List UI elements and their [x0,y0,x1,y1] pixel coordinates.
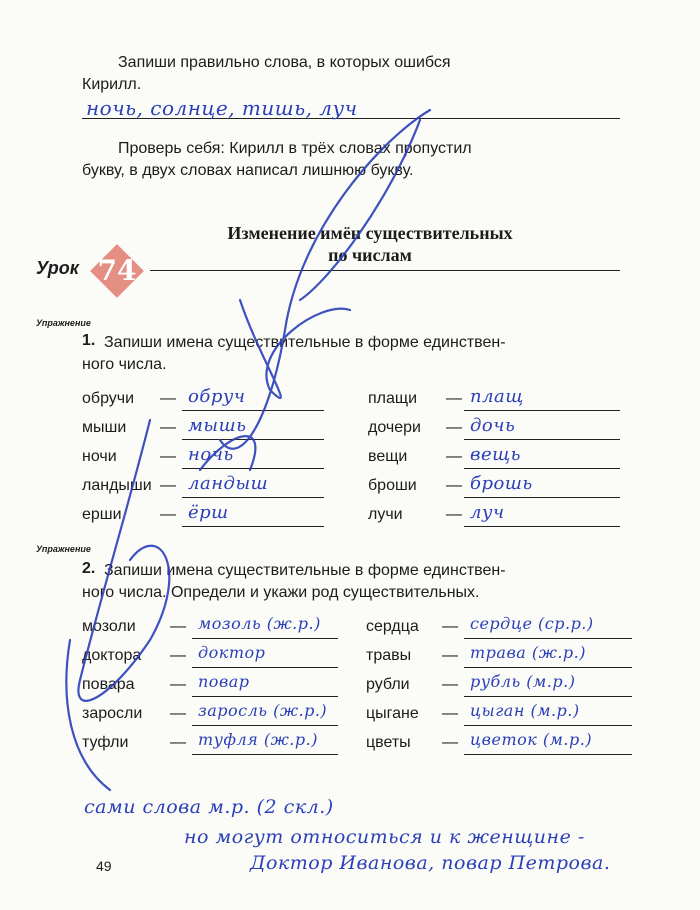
exercise1-left-dash: — [160,477,176,494]
exercise1-left-answer: ёрш [188,502,229,523]
exercise2-right-word: рубли [366,676,410,693]
exercise1-left-word: ночи [82,448,117,465]
exercise2-left-answer: туфля (ж.р.) [198,730,318,749]
exercise1-right-dash: — [446,448,462,465]
exercise2-number: 2. [82,560,96,577]
exercise2-text-line2: ного числа. Определи и укажи род существительных. [82,584,480,601]
scribble-stroke [240,300,350,398]
exercise1-right-answer: луч [470,502,505,523]
exercise1-right-answer: дочь [470,415,516,436]
exercise2-right-answer: цветок (м.р.) [470,730,593,749]
exercise1-right-dash: — [446,506,462,523]
exercise1-left-answer: мышь [188,415,247,436]
intro-check-line1: Проверь себя: Кирилл в трёх словах пропустил [118,140,472,157]
exercise2-right-answer: рубль (м.р.) [470,672,576,691]
exercise2-right-answer: цыган (м.р.) [470,701,580,720]
intro-answer: ночь, солнце, тишь, луч [86,96,358,120]
exercise1-left-dash: — [160,390,176,407]
note-line1: сами слова м.р. (2 скл.) [84,796,334,818]
intro-task-line2: Кирилл. [82,76,142,93]
scribble-stroke [220,110,430,449]
exercise2-left-answer: доктор [198,643,266,662]
exercise2-right-word: цветы [366,734,411,751]
exercise1-right-answer: вещь [470,444,521,465]
exercise1-right-dash: — [446,390,462,407]
exercise1-right-dash: — [446,477,462,494]
exercise2-right-word: сердца [366,618,419,635]
exercise1-right-answer: брошь [470,473,533,494]
exercise2-left-dash: — [170,618,186,635]
exercise1-left-dash: — [160,506,176,523]
exercise1-right-word: дочери [368,419,421,436]
exercise1-left-dash: — [160,448,176,465]
note-line2: но могут относиться и к женщине - [184,826,585,848]
exercise1-left-answer: обруч [188,386,246,407]
note-line3: Доктор Иванова, повар Петрова. [250,852,611,874]
exercise2-right-dash: — [442,734,458,751]
exercise1-left-word: мыши [82,419,127,436]
exercise2-right-answer: трава (ж.р.) [470,643,586,662]
exercise1-left-dash: — [160,419,176,436]
scribble-stroke [66,640,110,790]
exercise2-left-word: доктора [82,647,142,664]
exercise1-right-word: лучи [368,506,403,523]
exercise1-left-word: ерши [82,506,122,523]
exercise2-left-word: мозоли [82,618,136,635]
exercise2-left-dash: — [170,647,186,664]
exercise2-left-answer: повар [198,672,250,691]
exercise2-right-dash: — [442,676,458,693]
exercise2-left-dash: — [170,676,186,693]
exercise2-left-answer: мозоль (ж.р.) [198,614,321,633]
scribble-stroke [300,120,420,300]
exercise1-right-word: вещи [368,448,408,465]
exercise2-left-dash: — [170,734,186,751]
exercise1-right-word: броши [368,477,417,494]
exercise1-label: Упражнение [36,318,91,328]
lesson-label: Урок [36,258,79,278]
exercise2-right-word: цыгане [366,705,419,722]
intro-task-line1: Запиши правильно слова, в которых ошибся [118,54,451,71]
exercise1-left-word: обручи [82,390,135,407]
exercise2-right-dash: — [442,647,458,664]
exercise2-right-word: травы [366,647,412,664]
lesson-title-line1: Изменение имён существительных [227,223,513,243]
exercise1-text-line1: Запиши имена существительные в форме единствен- [104,334,506,351]
exercise1-text-line2: ного числа. [82,356,167,373]
exercise1-right-dash: — [446,419,462,436]
exercise1-left-answer: ночь [188,444,234,465]
exercise2-text-line1: Запиши имена существительные в форме единствен- [104,562,506,579]
lesson-number: 74 [97,254,137,287]
exercise2-left-dash: — [170,705,186,722]
exercise1-right-word: плащи [368,390,417,407]
exercise2-right-answer: сердце (ср.р.) [470,614,594,633]
lesson-title-line2: по числам [328,245,412,265]
exercise2-left-word: туфли [82,734,129,751]
page-number: 49 [96,858,112,874]
scribble-stroke [78,420,169,701]
exercise2-left-answer: заросль (ж.р.) [198,701,328,720]
exercise2-left-word: повара [82,676,135,693]
exercise2-right-dash: — [442,705,458,722]
exercise1-number: 1. [82,332,96,349]
exercise1-left-word: ландыши [82,477,152,494]
exercise2-right-dash: — [442,618,458,635]
intro-check-line2: букву, в двух словах написал лишнюю букву. [82,162,414,179]
exercise1-right-answer: плащ [470,386,524,407]
exercise2-label: Упражнение [36,544,91,554]
exercise2-left-word: заросли [82,705,143,722]
exercise1-left-answer: ландыш [188,473,269,494]
